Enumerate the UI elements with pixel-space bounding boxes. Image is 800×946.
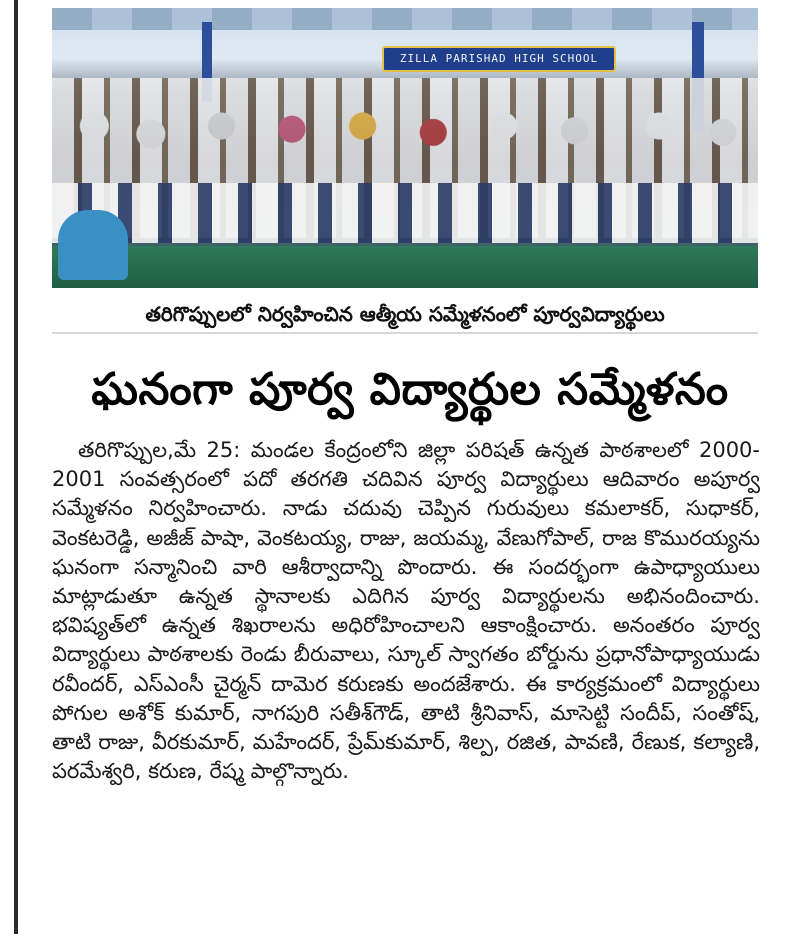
photo-floor	[52, 246, 758, 288]
photo-seated-person	[58, 210, 128, 280]
next-article-headline-cut	[120, 906, 700, 946]
photo-caption: తరిగొప్పులలో నిర్వహించిన ఆత్మీయ సమ్మేళనంలో పూర్వవిద్యార్థులు	[52, 296, 758, 334]
photo-front-row	[52, 183, 758, 243]
page-edge-rule	[14, 0, 18, 934]
article-paragraph: తరిగొప్పుల,మే 25: మండల కేంద్రంలోని జిల్లా పరిషత్ ఉన్నత పాఠశాలలో 2000-2001 సంవత్సరంలో పదో తరగతి చదివిన పూర్వ విద్యార్థులు ఆదివారం అపూర్వ సమ్మేళనం నిర్వహించారు. నాడు చదువు చెప్పిన గురువులు కమలాకర్, సుధాకర్, వెంకటరెడ్డి, అజీజ్ పాషా, వెంకటయ్య, రాజు, జయమ్మ, వేణుగోపాల్, రాజ కొమురయ్యను ఘనంగా సన్మానించి వారి ఆశీర్వాదాన్ని పొందారు. ఈ సందర్భంగా ఉపాధ్యాయులు మాట్లాడుతూ ఉన్నత స్థానాలకు ఎదిగిన పూర్వ విద్యార్థులను అభినందించారు. భవిష్యత్‌లో ఉన్నత శిఖరాలను అధిరోహించాలని ఆకాంక్షించారు. అనంతరం పూర్వ విద్యార్థులు పాఠశాలకు రెండు బీరువాలు, స్కూల్ స్వాగతం బోర్డును ప్రధానోపాధ్యాయుడు రవీందర్, ఎస్ఎంసీ చైర్మన్ దామెర కరుణకు అందజేశారు. ఈ కార్యక్రమంలో విద్యార్థులు పోగుల అశోక్ కుమార్, నాగపురి సతీశ్‌గౌడ్, తాటి శ్రీనివాస్, మాసెట్టి సందీప్, సంతోష్, తాటి రాజు, వీరకుమార్, మహేందర్, ప్రేమ్‌కుమార్, శిల్ప, రజిత, పావణి, రేణుక, కల్యాణి, పరమేశ్వరి, కరుణ, రేష్మ పాల్గొన్నారు.	[52, 438, 760, 784]
school-banner: ZILLA PARISHAD HIGH SCHOOL	[382, 46, 616, 72]
article-body	[52, 436, 760, 786]
article-headline: ఘనంగా పూర్వ విద్యార్థుల సమ్మేళనం	[91, 364, 729, 415]
photo-roof	[52, 8, 758, 30]
group-photo	[52, 8, 758, 288]
